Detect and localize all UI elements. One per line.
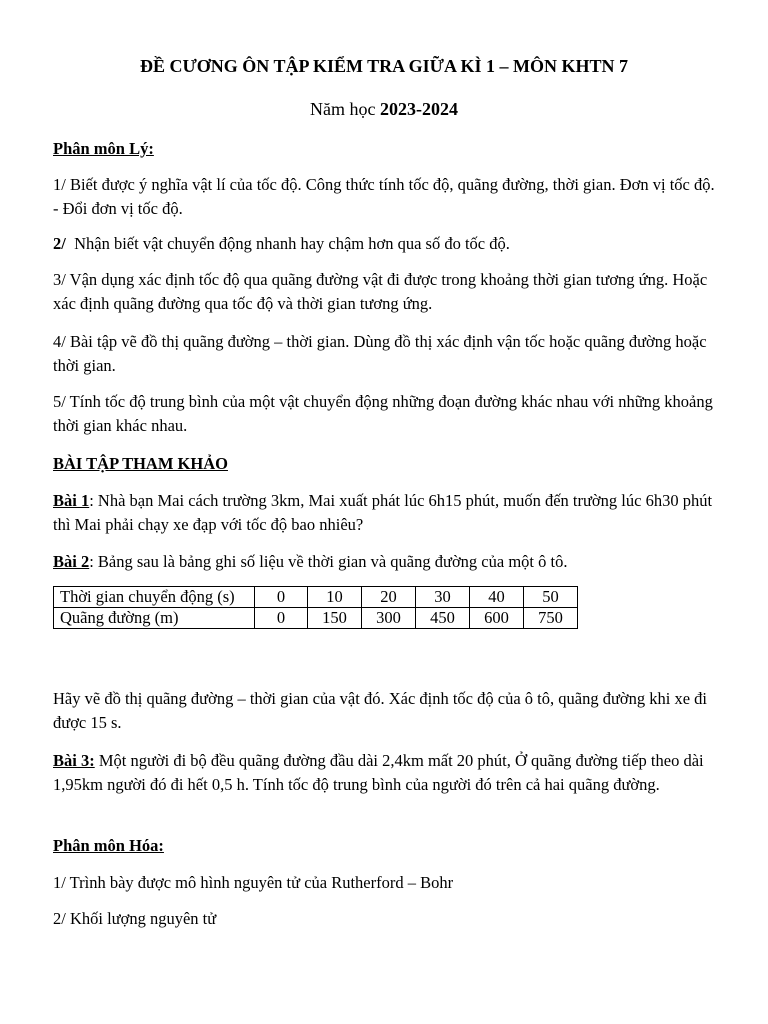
- physics-item-3: 3/ Vận dụng xác định tốc độ qua quãng đường vật đi được trong khoảng thời gian tương ứng. Hoặc xác định quãng đường qua tốc độ và thời gian tương ứng.: [53, 270, 708, 313]
- table-cell: 0: [255, 608, 308, 629]
- physics-item-2: [53, 232, 715, 256]
- school-year: [0, 99, 768, 120]
- exercise-2-label: Bài 2: [53, 552, 90, 571]
- physics-item-4: 4/ Bài tập vẽ đồ thị quãng đường – thời gian. Dùng đồ thị xác định vận tốc hoặc quãng đường hoặc thời gian.: [53, 332, 707, 375]
- physics-item-2-number: 2/: [53, 234, 66, 253]
- table-cell: Thời gian chuyển động (s): [54, 587, 255, 608]
- table-cell: 0: [255, 587, 308, 608]
- table-cell: 10: [308, 587, 362, 608]
- exercise-1-label: Bài 1: [53, 491, 90, 510]
- exercise-2: [53, 550, 715, 574]
- chemistry-item-2: 2/ Khối lượng nguyên tử: [53, 909, 217, 928]
- table-row-time: [54, 587, 578, 608]
- physics-item-2-text: Nhận biết vật chuyển động nhanh hay chậm hơn qua số đo tốc độ.: [74, 234, 510, 253]
- exercise-2-task: Hãy vẽ đồ thị quãng đường – thời gian của vật đó. Xác định tốc độ của ô tô, quãng đường khi xe đi được 15 s.: [53, 689, 707, 732]
- exercise-1: [53, 489, 715, 537]
- school-year-prefix: Năm học: [310, 99, 380, 119]
- table-cell: 450: [416, 608, 470, 629]
- school-year-value: 2023-2024: [379, 99, 458, 119]
- table-cell: 750: [524, 608, 578, 629]
- chemistry-heading: Phân môn Hóa:: [53, 836, 164, 855]
- table-cell: 30: [416, 587, 470, 608]
- table-cell: 150: [308, 608, 362, 629]
- data-table: [53, 586, 578, 629]
- exercise-1-text: : Nhà bạn Mai cách trường 3km, Mai xuất phát lúc 6h15 phút, muốn đến trường lúc 6h30 phút thì Mai phải chạy xe đạp với tốc độ bao nhiêu?: [53, 491, 713, 534]
- table-cell: 40: [470, 587, 524, 608]
- table-cell: 600: [470, 608, 524, 629]
- exercises-heading: BÀI TẬP THAM KHẢO: [53, 454, 228, 473]
- exercise-2-text: : Bảng sau là bảng ghi số liệu về thời gian và quãng đường của một ô tô.: [89, 552, 568, 571]
- table-cell: 50: [524, 587, 578, 608]
- table-row-distance: [54, 608, 578, 629]
- physics-item-5: 5/ Tính tốc độ trung bình của một vật chuyển động những đoạn đường khác nhau với những khoảng thời gian khác nhau.: [53, 392, 713, 435]
- exercise-3-label: Bài 3:: [53, 751, 95, 770]
- table-cell: 300: [362, 608, 416, 629]
- exercise-3: [53, 749, 715, 797]
- chemistry-item-1: 1/ Trình bày được mô hình nguyên tử của Rutherford – Bohr: [53, 873, 454, 892]
- table-cell: 20: [362, 587, 416, 608]
- physics-item-1: 1/ Biết được ý nghĩa vật lí của tốc độ. Công thức tính tốc độ, quãng đường, thời gian. Đơn vị tốc độ. - Đổi đơn vị tốc độ.: [53, 175, 715, 218]
- table-cell: Quãng đường (m): [54, 608, 255, 629]
- physics-heading: Phân môn Lý:: [53, 139, 154, 158]
- document-title: ĐỀ CƯƠNG ÔN TẬP KIỂM TRA GIỮA KÌ 1 – MÔN KHTN 7: [139, 56, 629, 76]
- exercise-3-text: Một người đi bộ đều quãng đường đầu dài 2,4km mất 20 phút, Ở quãng đường tiếp theo dài 1,95km người đó đi hết 0,5 h. Tính tốc độ trung bình của người đó trên cả hai quãng đường.: [53, 751, 704, 794]
